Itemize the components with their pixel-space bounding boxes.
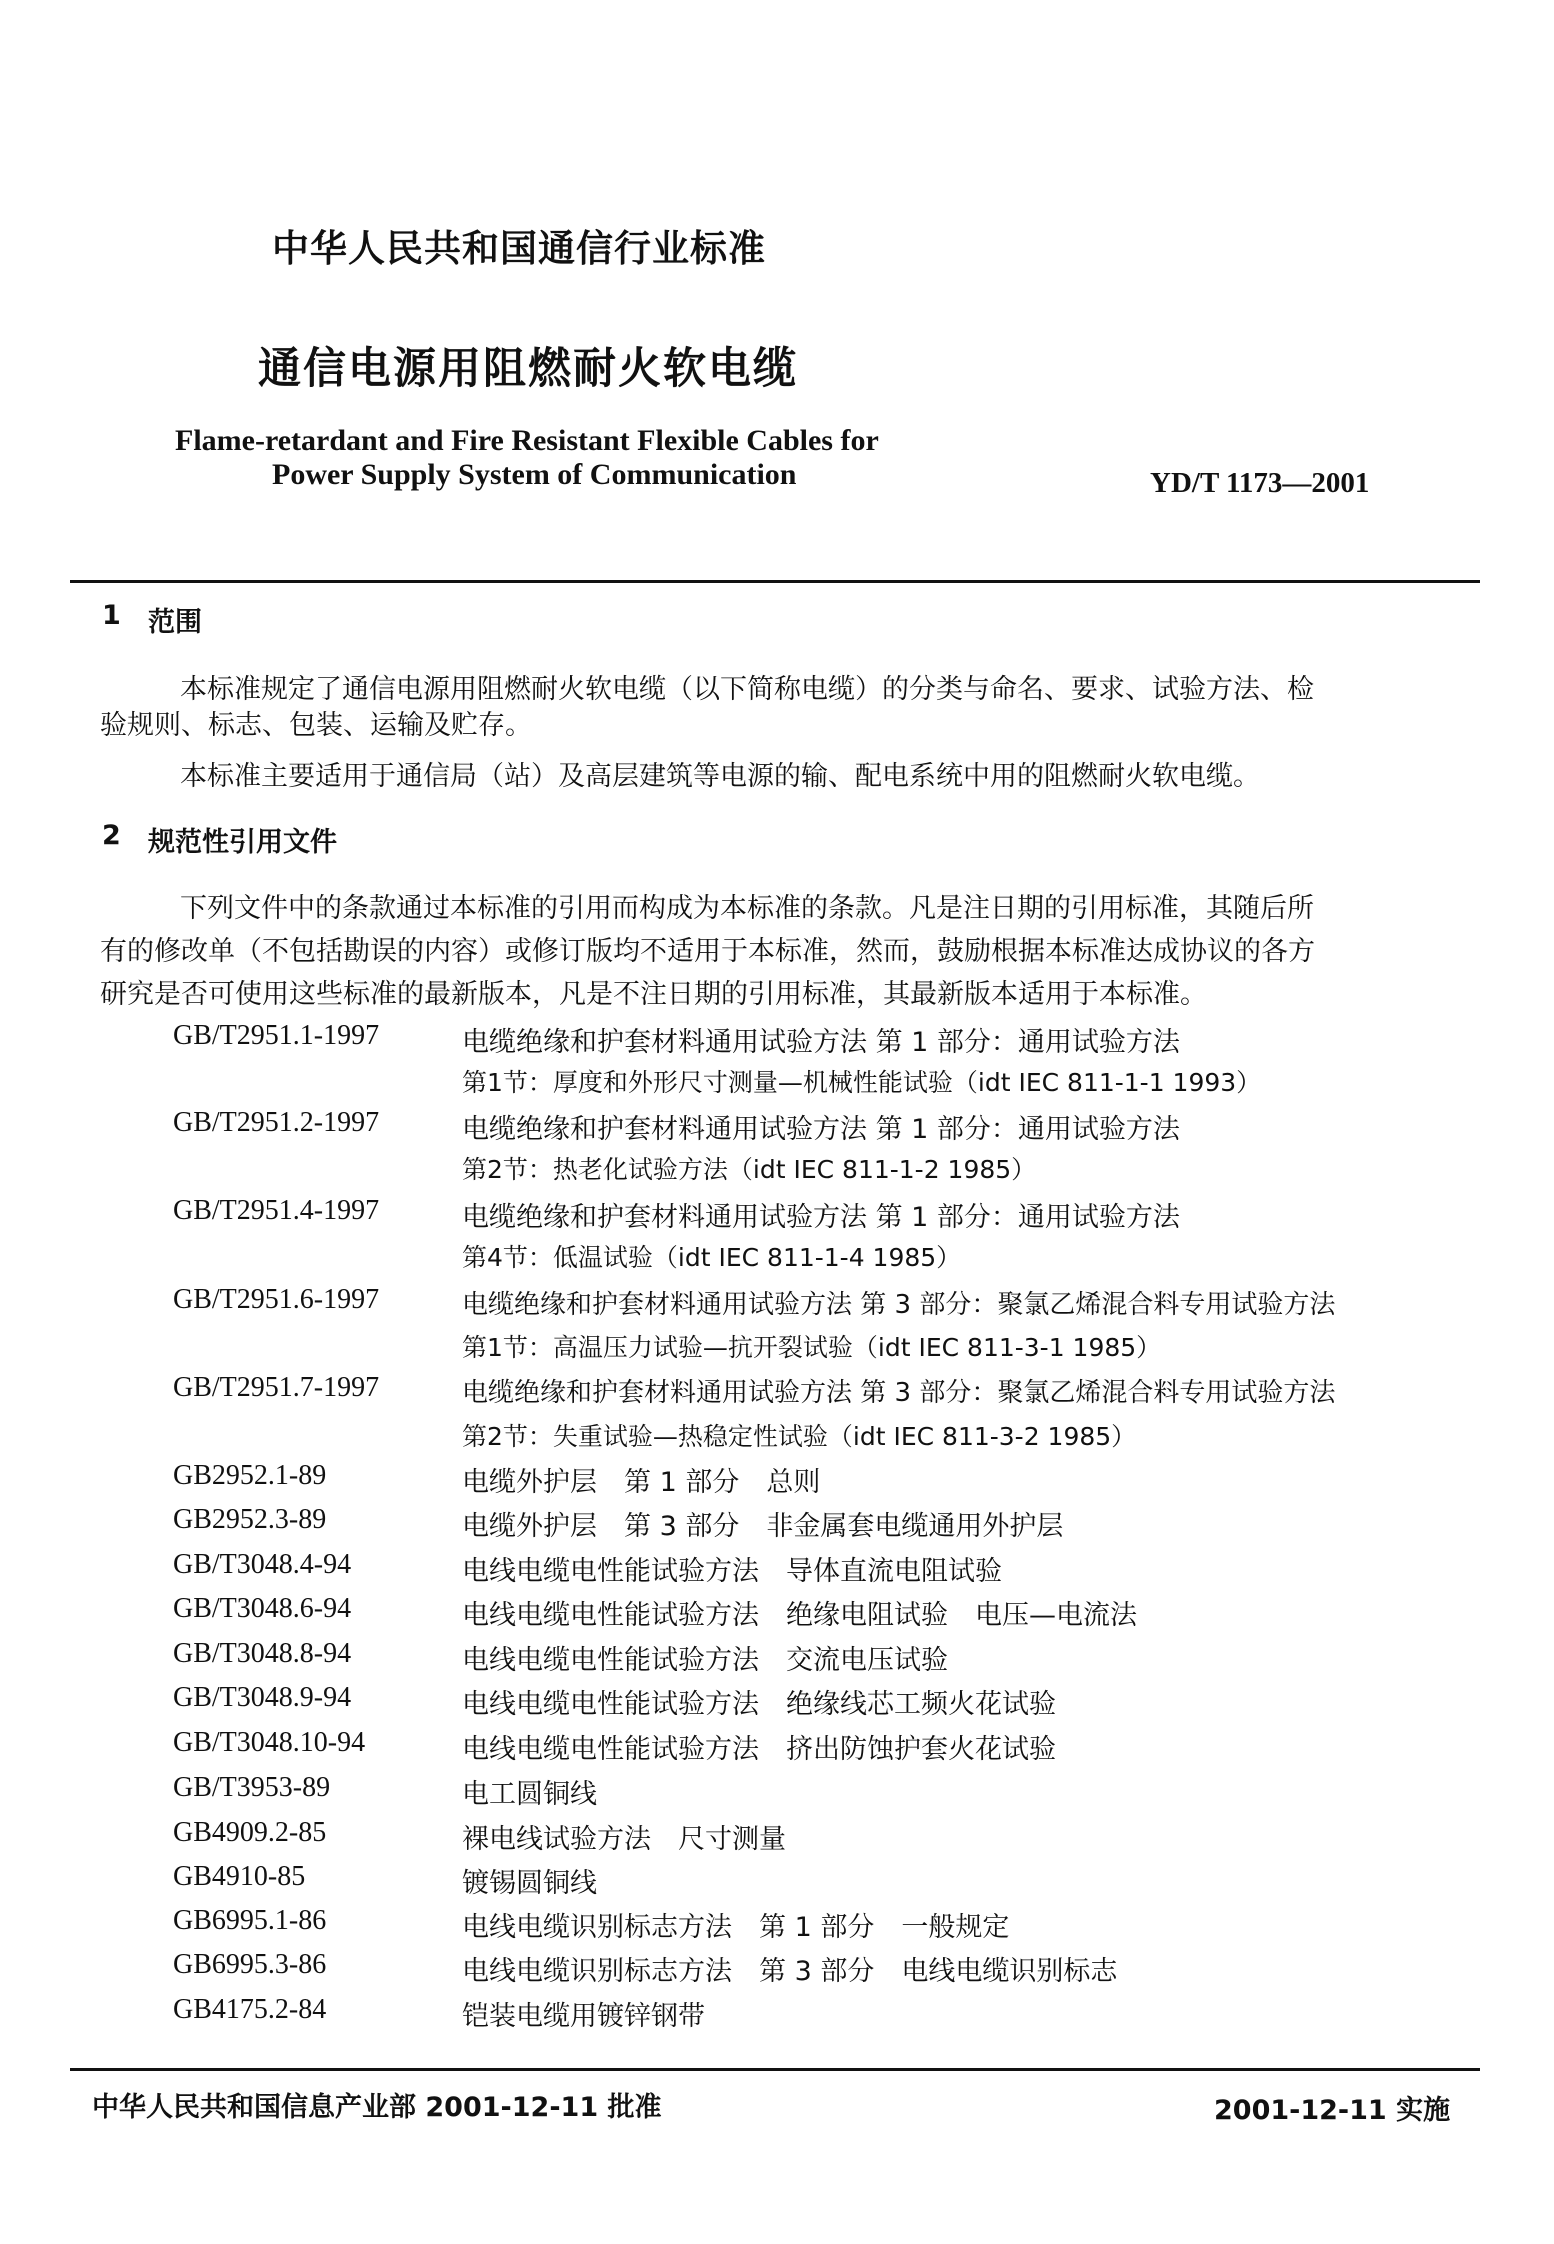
reference-title: 裸电线试验方法 尺寸测量	[462, 1824, 786, 1855]
reference-code: GB4175.2-84	[173, 1994, 327, 2025]
reference-title: 电线电缆电性能试验方法 挤出防蚀护套火花试验	[462, 1734, 1056, 1765]
reference-code: GB2952.3-89	[173, 1504, 327, 1535]
reference-title: 电线电缆电性能试验方法 绝缘线芯工频火花试验	[462, 1689, 1056, 1720]
reference-subtitle: 第1节：高温压力试验—抗开裂试验（idt IEC 811-3-1 1985）	[462, 1333, 1162, 1362]
reference-subtitle: 第2节：失重试验—热稳定性试验（idt IEC 811-3-2 1985）	[462, 1422, 1137, 1451]
header-divider	[70, 580, 1480, 583]
reference-code: GB/T2951.2-1997	[173, 1107, 380, 1138]
reference-subtitle: 第1节：厚度和外形尺寸测量—机械性能试验（idt IEC 811-1-1 1993）	[462, 1068, 1262, 1097]
section-2-paragraph-line: 有的修改单（不包括勘误的内容）或修订版均不适用于本标准，然而，鼓励根据本标准达成协议的各方	[100, 936, 1315, 967]
reference-title: 镀锡圆铜线	[462, 1868, 597, 1899]
section-1-number: 1	[102, 600, 121, 631]
reference-code: GB/T3048.8-94	[173, 1638, 352, 1669]
reference-title: 电线电缆电性能试验方法 导体直流电阻试验	[462, 1556, 1002, 1587]
reference-title: 电工圆铜线	[462, 1779, 597, 1810]
section-2-paragraph-line: 研究是否可使用这些标准的最新版本，凡是不注日期的引用标准，其最新版本适用于本标准。	[100, 979, 1207, 1010]
reference-title: 电线电缆识别标志方法 第 3 部分 电线电缆识别标志	[462, 1956, 1118, 1987]
document-title-en-line1: Flame-retardant and Fire Resistant Flexible Cables for	[175, 424, 879, 457]
reference-code: GB2952.1-89	[173, 1460, 327, 1491]
document-title-en-line2: Power Supply System of Communication	[272, 458, 797, 491]
reference-code: GB/T2951.7-1997	[173, 1372, 380, 1403]
reference-title: 电缆外护层 第 3 部分 非金属套电缆通用外护层	[462, 1511, 1064, 1542]
reference-code: GB4909.2-85	[173, 1817, 327, 1848]
section-1-paragraph-line: 本标准规定了通信电源用阻燃耐火软电缆（以下简称电缆）的分类与命名、要求、试验方法、检	[180, 674, 1314, 705]
reference-code: GB4910-85	[173, 1861, 306, 1892]
reference-title: 电缆绝缘和护套材料通用试验方法 第 1 部分：通用试验方法	[462, 1027, 1180, 1058]
section-1-paragraph-line: 本标准主要适用于通信局（站）及高层建筑等电源的输、配电系统中用的阻燃耐火软电缆。	[180, 761, 1260, 792]
reference-title: 铠装电缆用镀锌钢带	[462, 2001, 705, 2032]
footer-divider	[70, 2068, 1480, 2071]
reference-code: GB/T3048.10-94	[173, 1727, 366, 1758]
reference-title: 电缆绝缘和护套材料通用试验方法 第 3 部分：聚氯乙烯混合料专用试验方法	[462, 1290, 1336, 1320]
reference-code: GB/T2951.4-1997	[173, 1195, 380, 1226]
implementation-date: 2001-12-11 实施	[1214, 2095, 1451, 2126]
reference-title: 电缆绝缘和护套材料通用试验方法 第 3 部分：聚氯乙烯混合料专用试验方法	[462, 1378, 1336, 1408]
reference-title: 电线电缆识别标志方法 第 1 部分 一般规定	[462, 1912, 1010, 1943]
reference-code: GB/T2951.6-1997	[173, 1284, 380, 1315]
approval-note: 中华人民共和国信息产业部 2001-12-11 批准	[92, 2092, 662, 2123]
reference-code: GB/T2951.1-1997	[173, 1020, 380, 1051]
industry-standard-label: 中华人民共和国通信行业标准	[272, 227, 766, 270]
section-2-title: 规范性引用文件	[148, 827, 337, 858]
reference-title: 电线电缆电性能试验方法 交流电压试验	[462, 1645, 948, 1676]
reference-title: 电线电缆电性能试验方法 绝缘电阻试验 电压—电流法	[462, 1600, 1137, 1631]
reference-subtitle: 第4节：低温试验（idt IEC 811-1-4 1985）	[462, 1243, 962, 1272]
section-2-number: 2	[102, 820, 121, 851]
reference-title: 电缆绝缘和护套材料通用试验方法 第 1 部分：通用试验方法	[462, 1202, 1180, 1233]
standard-number: YD/T 1173—2001	[1150, 467, 1370, 499]
reference-code: GB6995.3-86	[173, 1949, 327, 1980]
reference-code: GB/T3048.9-94	[173, 1682, 352, 1713]
reference-title: 电缆绝缘和护套材料通用试验方法 第 1 部分：通用试验方法	[462, 1114, 1180, 1145]
reference-title: 电缆外护层 第 1 部分 总则	[462, 1467, 821, 1498]
section-1-paragraph-line: 验规则、标志、包装、运输及贮存。	[100, 710, 532, 741]
reference-subtitle: 第2节：热老化试验方法（idt IEC 811-1-2 1985）	[462, 1155, 1037, 1184]
reference-code: GB/T3048.4-94	[173, 1549, 352, 1580]
section-1-title: 范围	[148, 607, 202, 638]
reference-code: GB6995.1-86	[173, 1905, 327, 1936]
reference-code: GB/T3048.6-94	[173, 1593, 352, 1624]
document-title-cn: 通信电源用阻燃耐火软电缆	[258, 344, 798, 394]
reference-code: GB/T3953-89	[173, 1772, 331, 1803]
section-2-paragraph-line: 下列文件中的条款通过本标准的引用而构成为本标准的条款。凡是注日期的引用标准，其随后所	[180, 893, 1314, 924]
